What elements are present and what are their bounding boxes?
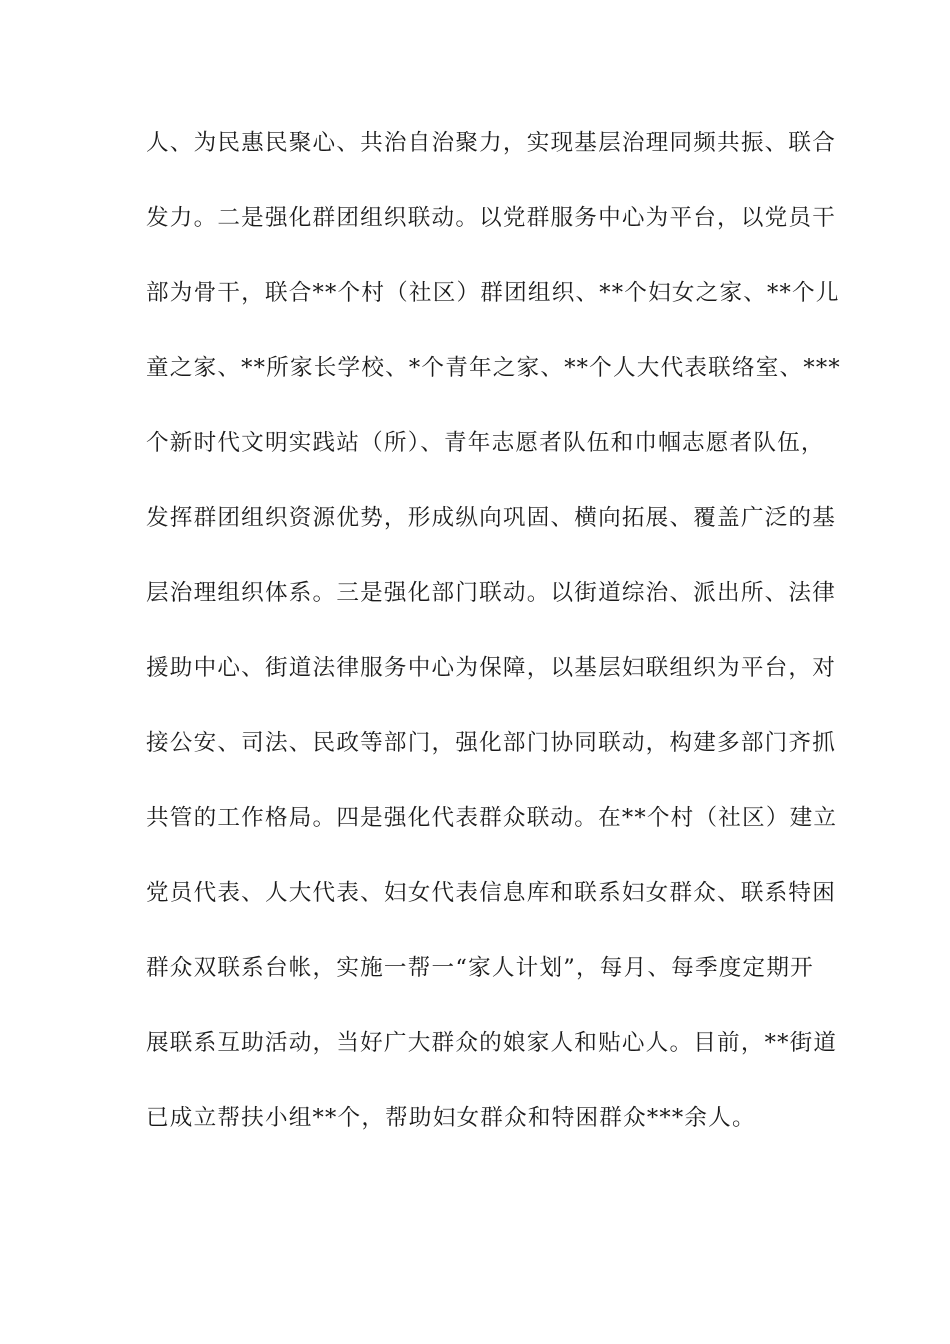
text-line-8: 援助中心、街道法律服务中心为保障，以基层妇联组织为平台，对 <box>146 655 837 681</box>
text-line-11: 党员代表、人大代表、妇女代表信息库和联系妇女群众、联系特困 <box>146 880 837 906</box>
text-line-6: 发挥群团组织资源优势，形成纵向巩固、横向拓展、覆盖广泛的基 <box>146 505 837 531</box>
text-line-13: 展联系互助活动，当好广大群众的娘家人和贴心人。目前，**街道 <box>146 1030 838 1056</box>
text-line-5: 个新时代文明实践站（所）、青年志愿者队伍和巾帼志愿者队伍， <box>146 430 825 456</box>
text-line-2: 发力。二是强化群团组织联动。以党群服务中心为平台，以党员干 <box>146 205 837 231</box>
text-line-9: 接公安、司法、民政等部门，强化部门协同联动，构建多部门齐抓 <box>146 730 837 756</box>
text-line-10: 共管的工作格局。四是强化代表群众联动。在**个村（社区）建立 <box>146 805 838 831</box>
text-line-1: 人、为民惠民聚心、共治自治聚力，实现基层治理同频共振、联合 <box>146 130 837 156</box>
text-line-7: 层治理组织体系。三是强化部门联动。以街道综治、派出所、法律 <box>146 580 837 606</box>
text-line-14: 已成立帮扶小组**个，帮助妇女群众和特困群众***余人。 <box>146 1105 756 1131</box>
text-line-12: 群众双联系台帐，实施一帮一“家人计划”，每月、每季度定期开 <box>146 955 814 981</box>
text-line-3: 部为骨干，联合**个村（社区）群团组织、**个妇女之家、**个儿 <box>146 280 840 306</box>
text-line-4: 童之家、**所家长学校、*个青年之家、**个人大代表联络室、*** <box>146 355 841 381</box>
